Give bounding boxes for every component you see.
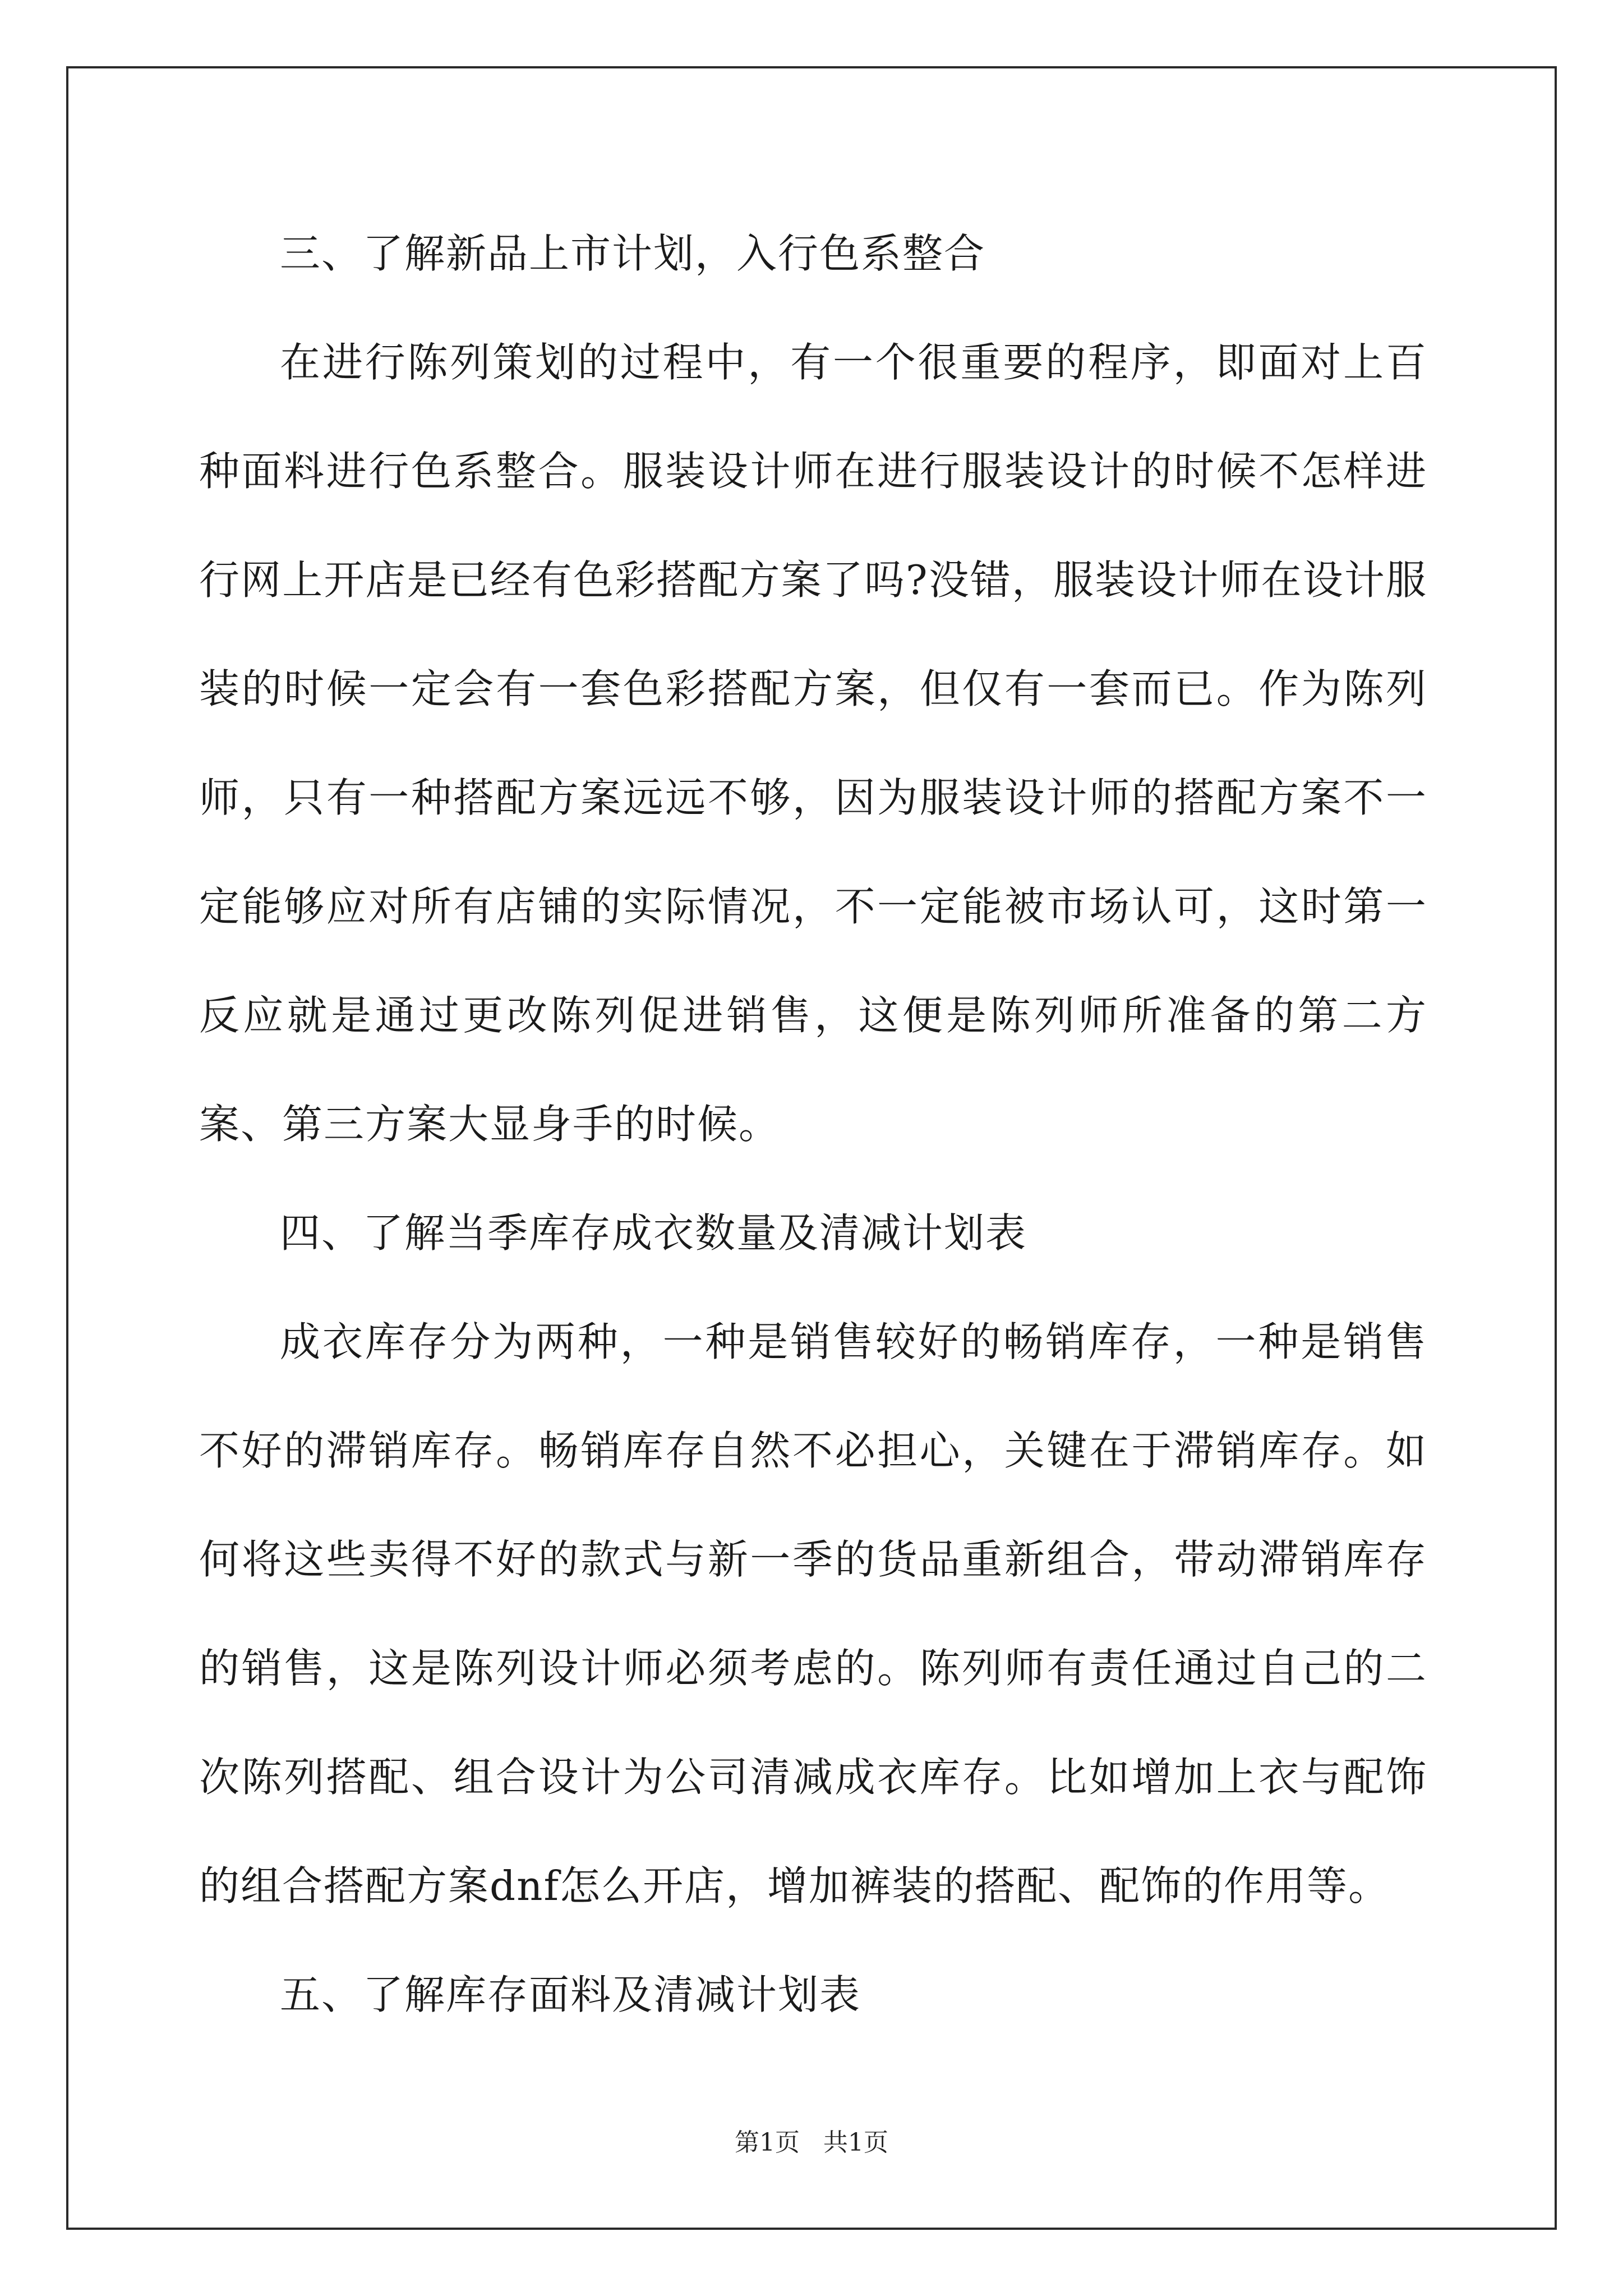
page-number: 第1页 bbox=[735, 2128, 800, 2157]
page-footer bbox=[0, 2126, 1623, 2160]
body-paragraph: 在进行陈列策划的过程中，有一个很重要的程序，即面对上百种面料进行色系整合。服装设计师在进行服装设计的时候不怎样进行网上开店是已经有色彩搭配方案了吗?没错，服装设计师在设计服装的时候一定会有一套色彩搭配方案，但仅有一套而已。作为陈列师，只有一种搭配方案远远不够，因为服装设计师的搭配方案不一定能够应对所有店铺的实际情况，不一定能被市场认可，这时第一反应就是通过更改陈列促进销售，这便是陈列师所准备的第二方案、第三方案大显身手的时候。 bbox=[199, 339, 1427, 1148]
section-heading-4: 四、了解当季库存成衣数量及清减计划表 bbox=[280, 1209, 1027, 1257]
section-heading-5: 五、了解库存面料及清减计划表 bbox=[280, 1971, 861, 2018]
page-total: 共1页 bbox=[823, 2128, 888, 2157]
body-paragraph: 成衣库存分为两种，一种是销售较好的畅销库存，一种是销售不好的滞销库存。畅销库存自然不必担心，关键在于滞销库存。如何将这些卖得不好的款式与新一季的货品重新组合，带动滞销库存的销售，这是陈列设计师必须考虑的。陈列师有责任通过自己的二次陈列搭配、组合设计为公司清减成衣库存。比如增加上衣与配饰的组合搭配方案dnf怎么开店，增加裤装的搭配、配饰的作用等。 bbox=[199, 1318, 1427, 1910]
section-heading-3: 三、了解新品上市计划，入行色系整合 bbox=[280, 230, 986, 277]
document-body bbox=[199, 199, 1427, 2049]
